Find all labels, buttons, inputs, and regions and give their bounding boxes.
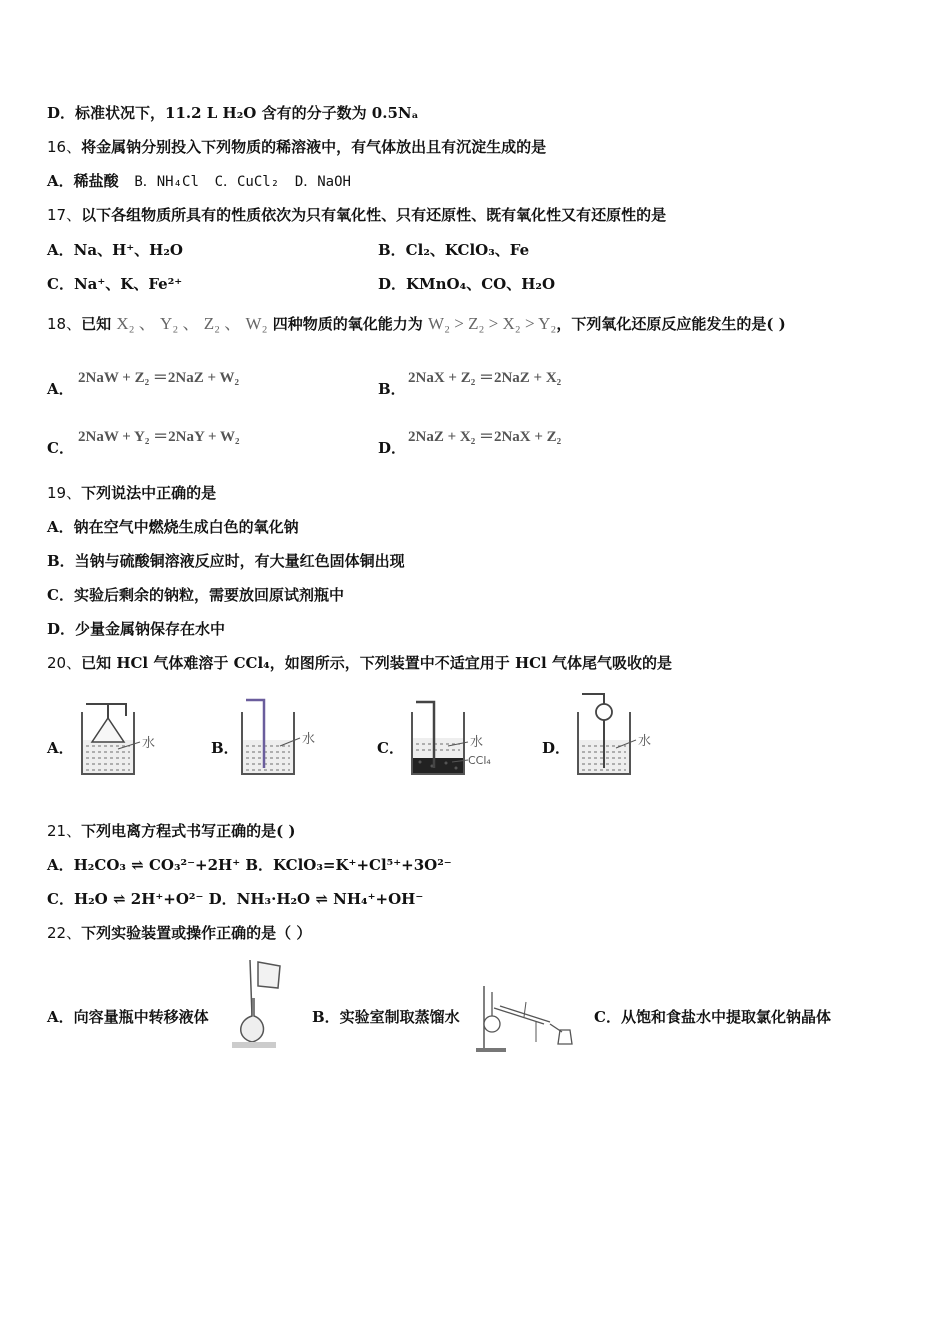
q18-stem (47, 314, 786, 334)
q19-option-c: C．实验后剩余的钠粒，需要放回原试剂瓶中 (47, 586, 344, 604)
q17-stem (47, 205, 666, 225)
q16-option-a: A．稀盐酸 (47, 172, 119, 190)
q18-species: X₂ 、 Y₂ 、 Z₂ 、 W₂ (116, 314, 268, 333)
q21-text: 下列电离方程式书写正确的是( ) (81, 822, 296, 840)
q21-options-cd: C．H₂O ⇌ 2H⁺+O²⁻ D．NH₃·H₂O ⇌ NH₄⁺+OH⁻ (47, 890, 424, 908)
q17-number: 17、 (47, 206, 82, 224)
q18-option-a-equation: 2NaW + Z₂ ＝2NaZ + W₂ (78, 370, 239, 386)
q17-text: 以下各组物质所具有的性质依次为只有氧化性、只有还原性、既有氧化性又有还原性的是 (81, 206, 667, 224)
q17-option-d: D．KMnO₄、CO、H₂O (378, 275, 556, 293)
q19-option-b: B．当钠与硫酸铜溶液反应时，有大量红色固体铜出现 (47, 552, 405, 570)
q19-text: 下列说法中正确的是 (81, 484, 217, 502)
q19-option-a: A．钠在空气中燃烧生成白色的氧化钠 (47, 518, 299, 536)
q18-option-b-equation: 2NaX + Z₂ ＝2NaZ + X₂ (408, 370, 562, 386)
q19-stem (47, 483, 216, 503)
apparatus-a-inverted-funnel-diagram (78, 694, 168, 779)
q21-stem (47, 821, 296, 841)
apparatus-d-bulb-tube-diagram (574, 686, 664, 779)
q20-text: 已知 HCl 气体难溶于 CCl₄，如图所示，下列装置中不适宜用于 HCl 气体尾气吸收的是 (81, 654, 672, 672)
q22-stem (47, 923, 311, 943)
q18-option-a-label: A． (47, 380, 74, 398)
q18-post: ，下列氧化还原反应能发生的是( ) (556, 315, 786, 333)
q22-option-b: B．实验室制取蒸馏水 (312, 1008, 460, 1026)
q20-stem (47, 653, 672, 673)
q22-option-a: A．向容量瓶中转移液体 (47, 1008, 209, 1026)
q21-options-ab: A．H₂CO₃ ⇌ CO₃²⁻+2H⁺ B．KClO₃=K⁺+Cl⁵⁺+3O²⁻ (47, 856, 452, 874)
volumetric-flask-transfer-figure (228, 958, 290, 1050)
q22-text: 下列实验装置或操作正确的是（ ） (81, 924, 312, 942)
apparatus-d-water-label: 水 (638, 734, 652, 749)
q16-option-b: B．NH₄Cl (134, 174, 199, 190)
apparatus-a-water-label: 水 (142, 736, 156, 751)
q16-text: 将金属钠分别投入下列物质的稀溶液中，有气体放出且有沉淀生成的是 (81, 138, 547, 156)
q15-option-d: D．标准状况下，11.2 L H₂O 含有的分子数为 0.5Nₐ (47, 104, 419, 122)
q18-mid: 四种物质的氧化能力为 (272, 315, 423, 333)
q18-option-d-equation: 2NaZ + X₂ ＝2NaX + Z₂ (408, 429, 562, 445)
q18-option-b-label: B． (378, 380, 406, 398)
q20-label-b: B． (211, 739, 239, 757)
q20-number: 20、 (47, 654, 82, 672)
apparatus-c-ccl4-label: CCl₄ (468, 754, 491, 767)
q17-option-b: B．Cl₂、KClO₃、Fe (378, 241, 530, 259)
q22-option-c: C．从饱和食盐水中提取氯化钠晶体 (594, 1008, 831, 1026)
q19-number: 19、 (47, 484, 82, 502)
q16-number: 16、 (47, 138, 82, 156)
q16-stem (47, 137, 546, 157)
q19-option-d: D．少量金属钠保存在水中 (47, 620, 226, 638)
q18-pre: 已知 (81, 315, 112, 333)
q18-option-c-label: C． (47, 439, 74, 457)
q22-number: 22、 (47, 924, 82, 942)
q16-option-c: C．CuCl₂ (214, 174, 280, 190)
q18-order: W₂ > Z₂ > X₂ > Y₂ (428, 314, 557, 333)
distillation-apparatus-figure (474, 984, 578, 1056)
q17-option-a: A．Na、H⁺、H₂O (47, 241, 183, 259)
apparatus-b-direct-tube-diagram (238, 694, 328, 779)
q18-option-d-label: D． (378, 439, 407, 457)
q16-option-d: D．NaOH (294, 174, 351, 190)
q20-label-c: C． (377, 739, 404, 757)
q17-option-c: C．Na⁺、K、Fe²⁺ (47, 275, 183, 293)
q16-options (47, 171, 351, 192)
q18-option-c-equation: 2NaW + Y₂ ＝2NaY + W₂ (78, 429, 240, 445)
q18-number: 18、 (47, 315, 82, 333)
apparatus-c-water-label: 水 (470, 735, 484, 750)
apparatus-b-water-label: 水 (302, 732, 316, 747)
q20-label-a: A． (47, 739, 74, 757)
q21-number: 21、 (47, 822, 82, 840)
apparatus-c-ccl4-layer-diagram (408, 694, 508, 779)
q20-label-d: D． (542, 739, 571, 757)
